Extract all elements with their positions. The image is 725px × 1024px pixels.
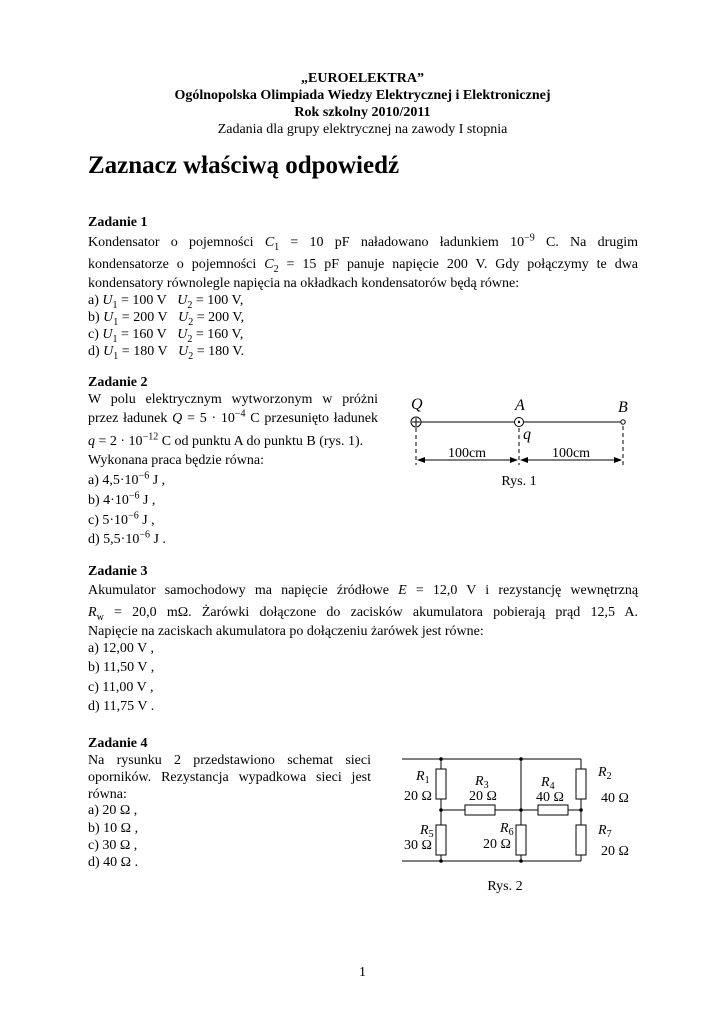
fig2-value-R6: 20 Ω — [483, 837, 511, 852]
task-3-line-3: Napięcie na zaciskach akumulatora po dołączeniu żarówek jest równe: — [88, 624, 484, 639]
header-line-2: Ogólnopolska Olimpiada Wiedzy Elektrycznej i Elektronicznej — [174, 88, 551, 103]
fig1-label-q: q — [523, 426, 531, 443]
task-3-line-1: Akumulator samochodowy ma napięcie źródłowe E = 12,0 V i rezystancję wewnętrzną — [88, 583, 639, 598]
task-1-answer-a: a) $U_1 = 100$ V $U_2 = 100$ V, — [88, 293, 244, 311]
task-4-answer-d: d) 40 Ω . — [88, 855, 139, 870]
task-3-answer-c: c) 11,00 V , — [88, 680, 154, 695]
header-line-3: Rok szkolny 2010/2011 — [294, 105, 431, 120]
fig2-node — [519, 859, 523, 863]
fig2-value-R5: 30 Ω — [404, 838, 432, 853]
task-2-answer-b: b) $4\cdot 10^{-6}$ J , — [88, 490, 156, 508]
task-3-line-2: $R_w = 20,0$ mΩ. Żarówki dołączone do zacisków akumulatora pobierają prąd 12,5 A. — [88, 605, 639, 623]
fig2-label-R1: $R_1$ — [416, 769, 430, 786]
task-2-answer-d: d) $5,5\cdot 10^{-6}$ J . — [88, 529, 166, 547]
fig2-label-R2: $R_2$ — [598, 765, 612, 782]
fig2-resistor-R3 — [465, 805, 495, 815]
fig2-caption: Rys. 2 — [487, 879, 523, 894]
task-3-answer-a: a) 12,00 V , — [88, 641, 154, 656]
task-2-line-3: $q = 2 \cdot 10^{-12}$ C od punktu A do punktu B (rys. 1). — [88, 431, 364, 449]
task-2-answer-c: c) $5\cdot 10^{-6}$ J , — [88, 510, 155, 528]
fig2-value-R1: 20 Ω — [404, 789, 432, 804]
fig2-node — [439, 808, 443, 812]
task-4-answer-b: b) 10 Ω , — [88, 821, 139, 836]
task-3-answer-b: b) 11,50 V , — [88, 660, 155, 675]
fig1-caption: Rys. 1 — [501, 474, 537, 489]
fig1-dim-label-1: 100cm — [447, 446, 487, 461]
fig1-label-A: A — [515, 397, 525, 414]
fig2-value-R2: 40 Ω — [601, 791, 629, 806]
fig1-label-Q: Q — [411, 396, 423, 413]
fig2-label-R4: $R_4$ — [541, 775, 555, 792]
fig2-label-R6: $R_6$ — [500, 821, 514, 838]
task-4-heading: Zadanie 4 — [88, 736, 148, 751]
task-1-line-2: kondensatorze o pojemności $C_2 = 15$ pF panuje napięcie 200 V. Gdy połączymy te dwa — [88, 257, 639, 275]
task-1-heading: Zadanie 1 — [88, 215, 148, 230]
task-3-heading: Zadanie 3 — [88, 564, 148, 579]
fig2-label-R3: $R_3$ — [475, 774, 489, 791]
task-2-line-4: Wykonana praca będzie równa: — [88, 453, 265, 468]
task-1-answer-c: c) $U_1 = 160$ V $U_2 = 160$ V, — [88, 327, 244, 345]
fig1-point-B-symbol — [621, 420, 625, 424]
fig1-arrow-1-left — [417, 457, 425, 463]
figure-2-resistor-network — [395, 750, 645, 900]
fig2-resistor-R2 — [576, 769, 586, 799]
task-1-line-1: Kondensator o pojemności $C_1 = 10$ pF naładowano ładunkiem $10^{-9}$ C. Na drugim — [88, 232, 639, 253]
task-2-line-1: W polu elektrycznym wytworzonym w próżni — [88, 392, 378, 407]
task-1-answer-d: d) $U_1 = 180$ V $U_2 = 180$ V. — [88, 344, 245, 362]
fig2-node — [519, 757, 523, 761]
fig1-charge-Q-symbol — [411, 417, 421, 427]
task-4-line-3: równa: — [88, 787, 127, 802]
fig2-resistor-R1 — [436, 769, 446, 799]
task-4-answer-a: a) 20 Ω , — [88, 803, 138, 818]
fig2-label-R5: $R_5$ — [420, 823, 434, 840]
task-4-line-1: Na rysunku 2 przedstawiono schemat sieci — [88, 753, 371, 768]
figure-1-field-diagram — [395, 390, 645, 495]
fig2-value-R3: 20 Ω — [469, 789, 497, 804]
fig2-node — [439, 757, 443, 761]
fig2-value-R7: 20 Ω — [601, 844, 629, 859]
fig2-node — [579, 808, 583, 812]
fig2-label-R7: $R_7$ — [598, 823, 612, 840]
fig1-dim-label-2: 100cm — [551, 446, 591, 461]
fig2-node — [439, 859, 443, 863]
task-3-answer-d: d) 11,75 V . — [88, 699, 155, 714]
task-4-line-2: oporników. Rezystancja wypadkowa sieci jest — [88, 770, 371, 785]
fig2-resistor-R7 — [576, 825, 586, 855]
task-2-line-2: przez ładunek $Q = 5 \cdot 10^{-4}$ C przesunięto ładunek — [88, 408, 379, 426]
header-line-4: Zadania dla grupy elektrycznej na zawody I stopnia — [217, 122, 508, 137]
task-2-answer-a: a) $4,5\cdot 10^{-6}$ J , — [88, 470, 166, 488]
page-number: 1 — [359, 965, 366, 980]
fig2-resistor-R6 — [516, 825, 526, 855]
task-1-answer-b: b) $U_1 = 200$ V $U_2 = 200$ V, — [88, 310, 245, 328]
fig1-label-B: B — [618, 399, 628, 416]
header-line-1: „EUROELEKTRA” — [301, 71, 424, 86]
fig1-arrow-1-right — [510, 457, 518, 463]
fig2-node — [519, 808, 523, 812]
fig1-arrow-2-left — [520, 457, 528, 463]
task-1-line-3: kondensatory równolegle napięcia na okładkach kondensatorów będą równe: — [88, 276, 520, 291]
task-4-answer-c: c) 30 Ω , — [88, 838, 138, 853]
fig2-value-R4: 40 Ω — [536, 790, 564, 805]
fig2-resistor-R4 — [538, 805, 568, 815]
fig1-arrow-2-right — [614, 457, 622, 463]
page-title: Zaznacz właściwą odpowiedź — [88, 152, 400, 179]
task-2-heading: Zadanie 2 — [88, 375, 148, 390]
fig2-resistor-R5 — [436, 825, 446, 855]
